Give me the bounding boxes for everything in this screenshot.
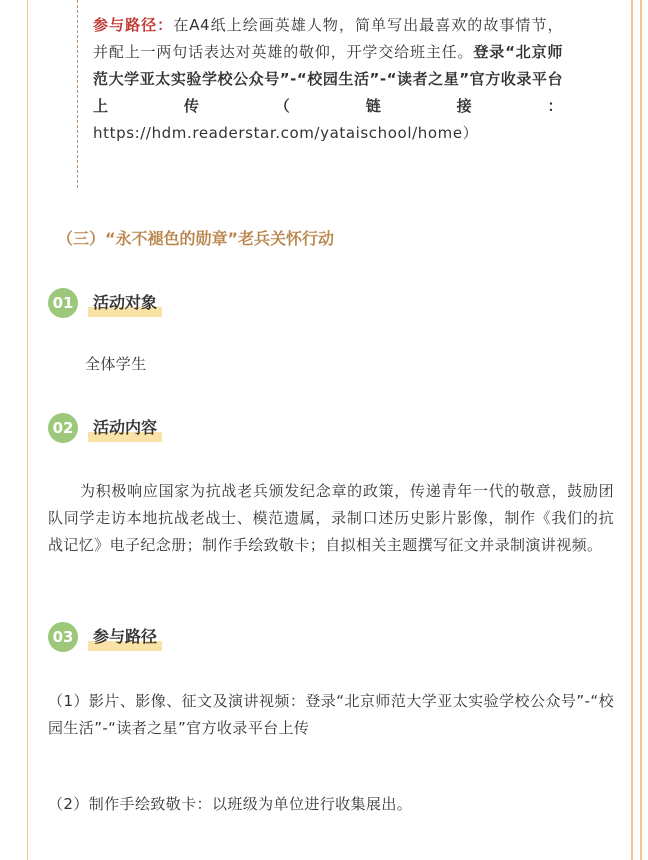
target-audience: 全体学生 bbox=[85, 355, 147, 373]
item-01-heading bbox=[88, 290, 162, 313]
right-border bbox=[631, 0, 633, 860]
intro-label: 参与路径： bbox=[93, 16, 174, 34]
intro-link-suffix: ） bbox=[462, 124, 479, 142]
item-01-number: 01 bbox=[48, 288, 78, 318]
item-01-heading-text: 活动对象 bbox=[93, 293, 158, 312]
dotted-divider bbox=[77, 0, 78, 188]
intro-paragraph bbox=[93, 12, 563, 147]
item-02-heading-text: 活动内容 bbox=[93, 418, 158, 437]
left-border bbox=[27, 0, 28, 860]
section-title: （三）“永不褪色的勋章”老兵关怀行动 bbox=[57, 229, 335, 248]
item-03-heading bbox=[88, 624, 162, 647]
intro-url-link[interactable]: https://hdm.readerstar.com/yataischool/home bbox=[93, 124, 463, 142]
item-03-heading-text: 参与路径 bbox=[93, 627, 158, 646]
item-03-number: 03 bbox=[48, 622, 78, 652]
path-item-2: （2）制作手绘致敬卡：以班级为单位进行收集展出。 bbox=[48, 795, 413, 813]
path-item-1: （1）影片、影像、征文及演讲视频：登录“北京师范大学亚太实验学校公众号”-“校园生活”-“读者之星”官方收录平台上传 bbox=[48, 692, 614, 737]
intro-upload-instruction: 登录“北京师范大学亚太实验学校公众号”-“校园生活”-“读者之星”官方收录平台上传 bbox=[93, 43, 563, 115]
intro-link-prefix: （链接： bbox=[274, 97, 563, 115]
item-02-number: 02 bbox=[48, 413, 78, 443]
intro-text: 在A4纸上绘画英雄人物，简单写出最喜欢的故事情节，并配上一两句话表达对英雄的敬仰，开学交给班主任。 bbox=[93, 16, 563, 61]
activity-content: 为积极响应国家为抗战老兵颁发纪念章的政策，传递青年一代的敬意，鼓励团队同学走访本地抗战老战士、模范遗属，录制口述历史影片影像，制作《我们的抗战记忆》电子纪念册；制作手绘致敬卡；自拟相关主题撰写征文并录制演讲视频。 bbox=[48, 482, 614, 554]
item-02-heading bbox=[88, 415, 162, 438]
right-border-outer bbox=[640, 0, 642, 860]
